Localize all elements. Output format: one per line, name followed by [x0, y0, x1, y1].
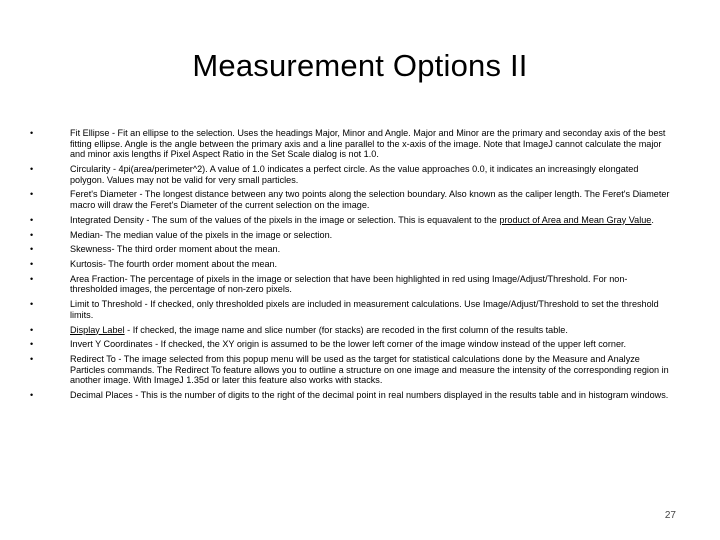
product-area-mean-link[interactable]: product of Area and Mean Gray Value [499, 214, 652, 225]
bullet-icon: • [30, 299, 34, 310]
bullet-term: Area Fraction [70, 273, 125, 284]
bullet-separator: - [152, 339, 161, 350]
bullet-icon: • [30, 390, 34, 401]
bullet-term: Invert Y Coordinates [70, 339, 153, 350]
bullet-term: Kurtosis [70, 259, 103, 270]
bullet-separator: - [115, 354, 124, 365]
bullet-icon: • [30, 163, 34, 174]
bullet-text: The image selected from this popup menu will be used as the target for statistical calculations done by the Measure and Analyze Particles commands. The Redirect To feature allows you to outline a structure on one image and measure the intensity of the corresponding region in another image. With ImageJ 1.35d or later this feature also works with stacks. [70, 354, 669, 386]
bullet-text: If checked, the image name and slice number (for stacks) are recoded in the first column of the results table. [132, 324, 568, 335]
bullet-term: Limit to Threshold [70, 299, 143, 310]
bullet-icon: • [30, 339, 34, 350]
bullet-term: Redirect To [70, 354, 116, 365]
bullet-term: Fit Ellipse [70, 128, 110, 138]
bullet-text: The fourth order moment about the mean. [108, 259, 278, 270]
bullet-icon: • [30, 128, 34, 138]
bullet-term: Median [70, 229, 100, 240]
bullet-icon: • [30, 273, 34, 284]
bullet-text: The third order moment about the mean. [116, 244, 281, 255]
bullet-separator: - [99, 229, 106, 240]
bullet-separator: - [142, 299, 151, 310]
bullet-text: This is the number of digits to the right of the decimal point in real numbers displayed in the results table and in histogram windows. [140, 390, 669, 401]
bullet-separator: - [132, 390, 141, 401]
bullet-ferets-diameter [30, 189, 673, 210]
bullet-term: Integrated Density [70, 214, 144, 225]
page-number: 27 [664, 510, 676, 521]
bullet-separator: - [111, 244, 117, 255]
bullet-icon: • [30, 229, 34, 240]
display-label-link[interactable]: Display Label [70, 324, 125, 335]
bullet-text: The percentage of pixels in the image or selection that have been highlighted in red using Image/Adjust/Threshold. For non-thresholded images, the percentage of non-zero pixels. [70, 273, 628, 295]
bullet-term: Feret's Diameter [70, 189, 137, 200]
bullet-text: 4pi(area/perimeter^2). A value of 1.0 indicates a perfect circle. As the value approaches 0.0, it indicates an increasingly elongated polygon. Values may not be valid for very small particles. [70, 163, 639, 185]
bullet-separator: - [136, 189, 145, 200]
bullet-icon: • [30, 214, 34, 225]
bullet-icon: • [30, 189, 34, 200]
bullet-redirect-to [30, 354, 673, 386]
bullet-median [30, 229, 673, 241]
bullet-text: If checked, only thresholded pixels are included in measurement calculations. Use Image/Adjust/Threshold to set the threshold limits. [70, 299, 659, 320]
bullet-separator: - [110, 163, 119, 174]
bullet-separator: - [143, 214, 152, 225]
bullet-term: Circularity [70, 163, 111, 174]
bullet-term: Skewness [70, 244, 112, 255]
bullet-text-tail: . [651, 214, 654, 225]
bullet-decimal-places [30, 390, 673, 401]
bullet-icon: • [30, 324, 34, 335]
bullet-text: The median value of the pixels in the image or selection. [105, 229, 333, 240]
bullet-separator: - [109, 128, 118, 138]
bullet-text: If checked, the XY origin is assumed to be the lower left corner of the image window instead of the upper left corner. [160, 339, 627, 350]
slide-title: Measurement Options II [192, 48, 528, 83]
bullet-text: The sum of the values of the pixels in the image or selection. This is equavalent to the [151, 214, 500, 225]
bullet-kurtosis [30, 259, 673, 270]
bullet-list [30, 128, 673, 405]
bullet-invert-y-coordinates [30, 339, 673, 350]
bullet-separator: - [124, 273, 130, 284]
bullet-integrated-density [30, 214, 673, 226]
bullet-text: The longest distance between any two points along the selection boundary. Also known as the caliper length. The Feret's Diameter macro will draw the Feret's Diameter of the current selection on the image. [70, 189, 670, 210]
bullet-icon: • [30, 354, 34, 365]
bullet-fit-ellipse [30, 128, 673, 160]
bullet-text: Fit an ellipse to the selection. Uses the headings Major, Minor and Angle. Major and Minor are the primary and seconday axis of the best fitting ellipse. Angle is the angle between the primary axis and a line parallel to the x-axis of the image. Note that ImageJ cannot calculate the major and minor axis lengths if Pixel Aspect Ratio in the Set Scale dialog is not 1.0. [70, 128, 666, 160]
bullet-display-label [30, 324, 673, 336]
bullet-limit-to-threshold [30, 299, 673, 320]
bullet-separator: - [102, 259, 109, 270]
bullet-separator: - [124, 324, 133, 335]
bullet-icon: • [30, 244, 34, 255]
bullet-icon: • [30, 259, 34, 270]
bullet-circularity [30, 163, 673, 185]
bullet-term: Decimal Places [70, 390, 133, 401]
bullet-skewness [30, 244, 673, 255]
bullet-area-fraction [30, 273, 673, 295]
